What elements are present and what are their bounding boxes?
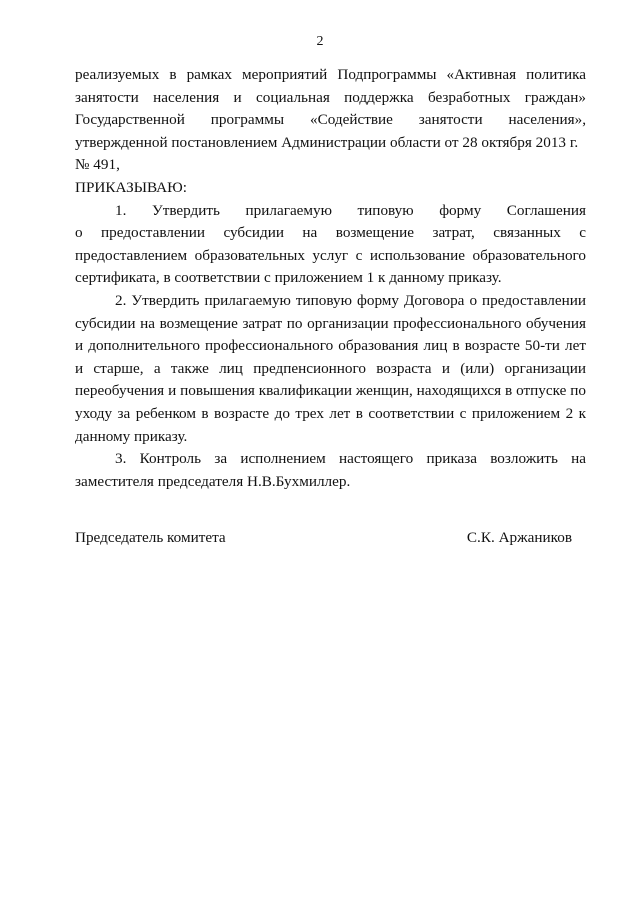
order-item-1-text: о предоставлении субсидии на возмещение затрат, связанных с предоставлением образовательных услуг с использование образовательного сертификата, в соответствии с приложением 1 к данному приказу. (75, 224, 586, 287)
signature-block (75, 527, 586, 549)
item-1-number: 1. (115, 201, 127, 219)
document-body (75, 64, 586, 493)
item-1-word: прилагаемую (245, 201, 332, 219)
order-item-2: 2. Утвердить прилагаемую типовую форму Договора о предоставлении субсидии на возмещение затрат по организации профессионального обучения и дополнительного профессионального образования лиц в возрасте 50-ти лет и старше, а также лиц предпенсионного возраста и (или) организации переобучения и повышения квалификации женщин, находящихся в отпуске по уходу за ребенком в возрасте до трех лет в соответствии с приложением 2 к данному приказу. (75, 291, 586, 445)
intro-paragraph (75, 64, 586, 177)
signatory-name: С.К. Аржаников (466, 529, 572, 546)
item-1-word: Утвердить (151, 201, 220, 219)
page-number: 2 (316, 34, 324, 49)
item-1-word: типовую (357, 201, 414, 219)
intro-decree-number: № 491, (75, 156, 120, 174)
item-1-word: форму (439, 201, 482, 219)
order-item-1 (75, 200, 586, 290)
signatory-position: Председатель комитета (75, 529, 226, 546)
order-word: ПРИКАЗЫВАЮ: (75, 178, 187, 196)
item-1-word: Соглашения (506, 201, 586, 219)
intro-text: реализуемых в рамках мероприятий Подпрограммы «Активная политика занятости населения и социальная поддержка безработных граждан» Государственной программы «Содействие занятости населения», утвержденной постановлением Администрации области от 28 октября 2013 г. (75, 66, 586, 151)
order-item-1-first-line (75, 200, 586, 223)
order-item-3: 3. Контроль за исполнением настоящего приказа возложить на заместителя председателя Н.В.Бухмиллер. (75, 450, 586, 490)
